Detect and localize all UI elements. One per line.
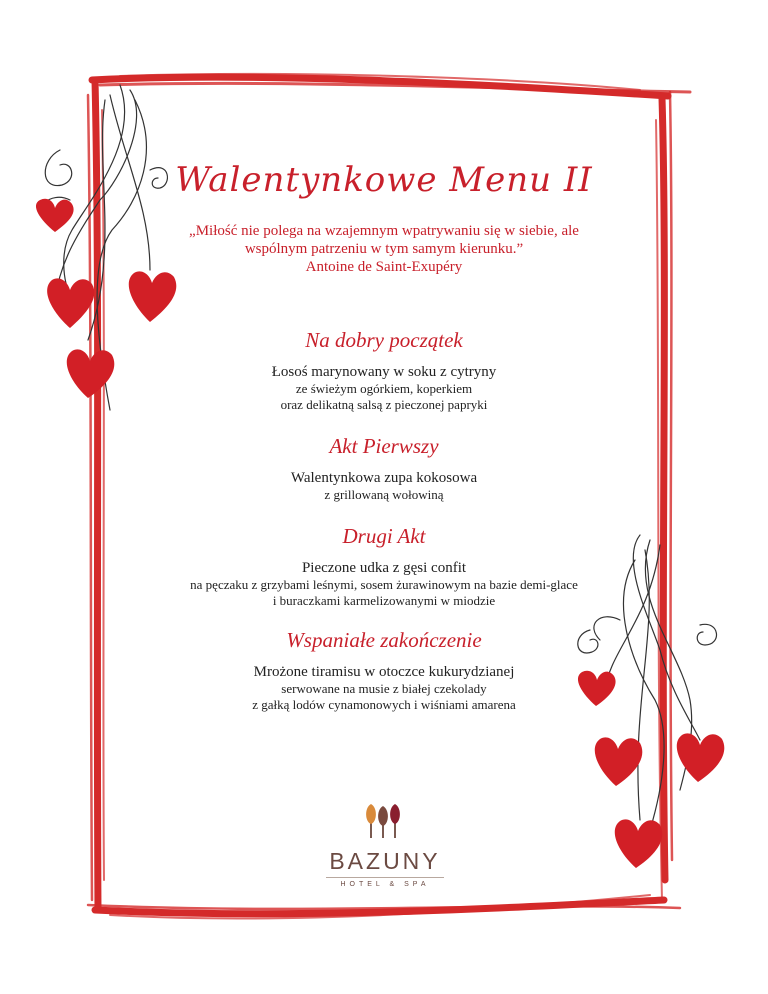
quote-author: Antoine de Saint-Exupéry: [305, 259, 463, 275]
dish-name: Pieczone udka z gęsi confit: [301, 560, 467, 576]
trees-icon: [360, 800, 410, 840]
quote-line: „Miłość nie polega na wzajemnym wpatrywaniu się w siebie, ale: [189, 223, 579, 239]
dish-name: Łosoś marynowany w soku z cytryny: [271, 364, 497, 380]
dish-name: Walentynkowa zupa kokosowa: [290, 470, 478, 486]
dish-name: Mrożone tiramisu w otoczce kukurydzianej: [253, 664, 515, 680]
dish-description: i buraczkami karmelizowanymi w miodzie: [272, 593, 496, 608]
dish-description: ze świeżym ogórkiem, koperkiem: [295, 381, 473, 396]
dish-description: serwowane na musie z białej czekolady: [281, 681, 487, 696]
menu-section-dessert: [110, 628, 658, 713]
quote-line: wspólnym patrzeniu w tym samym kierunku.”: [244, 241, 524, 257]
section-title: Wspaniałe zakończenie: [286, 628, 482, 652]
menu-title: Walentynkowe Menu II: [175, 160, 593, 200]
logo-divider: [326, 877, 444, 878]
section-title: Drugi Akt: [342, 524, 426, 548]
dish-description: na pęczaku z grzybami leśnymi, sosem żurawinowym na bazie demi-glace: [190, 577, 578, 592]
dish-description: z gałką lodów cynamonowych i wiśniami amarena: [252, 697, 516, 712]
bazuny-logo: [320, 800, 450, 888]
menu-section-main: [110, 524, 658, 609]
menu-section-starter: [110, 328, 658, 413]
dish-description: z grillowaną wołowiną: [324, 487, 444, 502]
section-title: Akt Pierwszy: [329, 434, 439, 458]
menu-section-soup: [110, 434, 658, 503]
quote: [110, 222, 658, 276]
logo-name: BAZUNY: [329, 848, 441, 874]
logo-subtitle: HOTEL & SPA: [340, 881, 430, 888]
section-title: Na dobry początek: [305, 328, 463, 352]
dish-description: oraz delikatną salsą z pieczonej papryki: [280, 397, 488, 412]
